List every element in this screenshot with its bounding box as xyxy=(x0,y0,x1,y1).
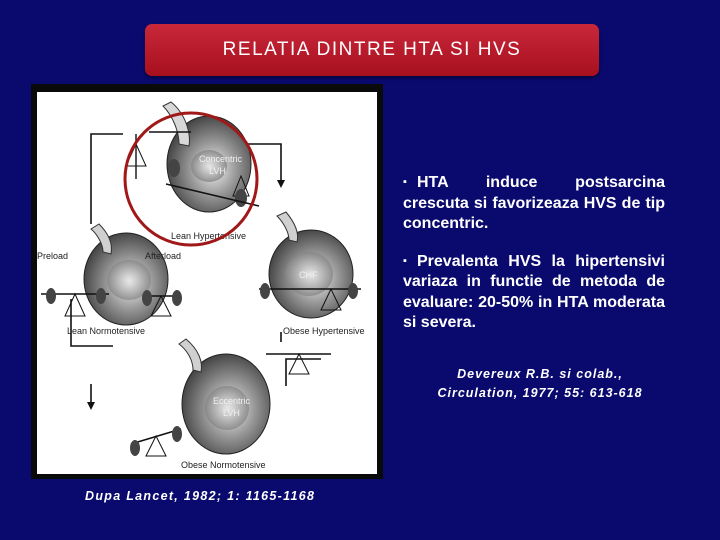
label-eccentric-lvh: LVH xyxy=(223,408,240,418)
label-obese-hypertensive: Obese Hypertensive xyxy=(283,326,365,336)
bullet-list xyxy=(403,172,665,350)
label-chf: CHF xyxy=(299,270,318,280)
reference-authors: Devereux R.B. si colab., xyxy=(457,367,623,381)
label-eccentric: Eccentric xyxy=(213,396,251,406)
reference-lancet: Dupa Lancet, 1982; 1: 1165-1168 xyxy=(85,489,316,503)
title-banner xyxy=(145,24,599,76)
reference-journal: Circulation, 1977; 55: 613-618 xyxy=(437,386,643,400)
bullet-item xyxy=(403,251,665,334)
bullet-text: Prevalenta HVS la hipertensivi variaza in functie de metoda de evaluare: 20-50% in HTA moderata si severa. xyxy=(403,252,665,331)
label-afterload: Afterload xyxy=(145,251,182,261)
hypertrophy-diagram xyxy=(31,84,383,479)
label-obese-normotensive: Obese Normotensive xyxy=(181,460,266,470)
label-lean-normotensive: Lean Normotensive xyxy=(67,326,146,336)
label-lean-hypertensive: Lean Hypertensive xyxy=(171,231,247,241)
label-concentric-lvh: LVH xyxy=(209,166,226,176)
bullet-icon: ▪ xyxy=(403,176,407,188)
slide-title: RELATIA DINTRE HTA SI HVS xyxy=(222,39,522,60)
label-preload: Preload xyxy=(37,251,69,261)
lancet-figure xyxy=(31,84,383,479)
bullet-icon: ▪ xyxy=(403,254,407,267)
bullet-text: HTA induce postsarcina crescuta si favorizeaza HVS de tip concentric. xyxy=(403,174,665,232)
reference-devereux xyxy=(395,365,685,403)
bullet-item xyxy=(403,172,665,235)
label-concentric: Concentric xyxy=(199,154,243,164)
